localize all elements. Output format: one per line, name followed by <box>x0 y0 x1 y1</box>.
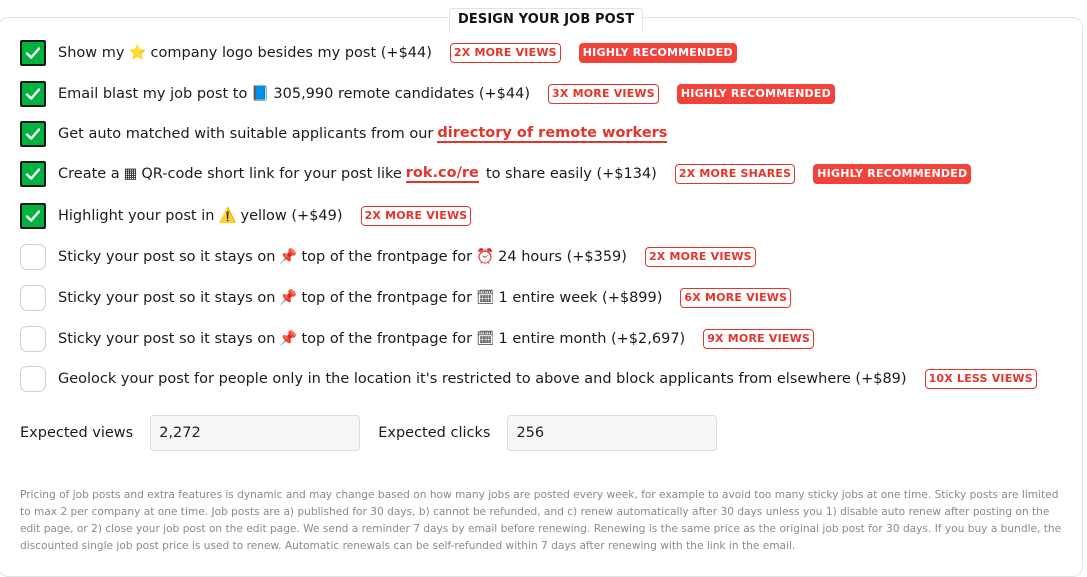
upsell-option-row[interactable] <box>20 38 737 68</box>
checkbox-checked[interactable] <box>20 161 46 187</box>
option-text: Get auto matched with suitable applicants from our <box>58 126 434 142</box>
checkbox-checked[interactable] <box>20 81 46 107</box>
pushpin-icon: 📌 <box>279 248 298 265</box>
checkbox-checked[interactable] <box>20 40 46 66</box>
checkbox-checked[interactable] <box>20 203 46 229</box>
star-icon: ⭐ <box>128 44 147 61</box>
option-link[interactable]: rok.co/re <box>405 165 479 181</box>
checkmark-icon <box>24 44 42 62</box>
option-text: company logo besides my post (+$44) <box>150 45 432 61</box>
expected-views-label: Expected views <box>20 425 134 441</box>
expected-clicks-label: Expected clicks <box>378 425 491 441</box>
highly-recommended-badge: HIGHLY RECOMMENDED <box>579 43 737 63</box>
alarm-clock-icon: ⏰ <box>476 248 495 265</box>
option-text: Highlight your post in <box>58 208 215 224</box>
upsell-option-row[interactable] <box>20 242 756 272</box>
checkmark-icon <box>24 85 42 103</box>
calendar-icon: 🗓 <box>476 289 495 306</box>
benefit-badge: 3X MORE VIEWS <box>548 84 659 104</box>
option-text: top of the frontpage for <box>301 290 473 306</box>
option-text: to share easily (+$134) <box>485 166 657 182</box>
book-icon: 📘 <box>251 85 270 102</box>
upsell-option-row[interactable] <box>20 159 971 189</box>
option-link[interactable]: directory of remote workers <box>437 125 668 141</box>
calendar-icon: 🗓 <box>476 330 495 347</box>
expected-views-field[interactable] <box>150 415 360 451</box>
warning-icon: ⚠️ <box>218 207 237 224</box>
option-text: Show my <box>58 45 125 61</box>
option-text: Sticky your post so it stays on <box>58 249 276 265</box>
benefit-badge: 2X MORE VIEWS <box>361 206 472 226</box>
checkbox-unchecked[interactable] <box>20 326 46 352</box>
option-text: Create a <box>58 166 120 182</box>
pushpin-icon: 📌 <box>279 330 298 347</box>
checkbox-unchecked[interactable] <box>20 285 46 311</box>
benefit-badge: 2X MORE SHARES <box>675 164 795 184</box>
benefit-badge: 2X MORE VIEWS <box>450 43 561 63</box>
upsell-option-row[interactable] <box>20 283 791 313</box>
upsell-option-row[interactable] <box>20 201 471 231</box>
upsell-option-row[interactable] <box>20 79 835 109</box>
option-text: Email blast my job post to <box>58 86 248 102</box>
checkmark-icon <box>24 125 42 143</box>
expected-clicks-field[interactable] <box>507 415 717 451</box>
option-text: 305,990 remote candidates (+$44) <box>273 86 531 102</box>
checkbox-unchecked[interactable] <box>20 244 46 270</box>
qr-code-icon: ▦ <box>123 165 138 182</box>
checkmark-icon <box>24 165 42 183</box>
benefit-badge: 6X MORE VIEWS <box>680 288 791 308</box>
pushpin-icon: 📌 <box>279 289 298 306</box>
highly-recommended-badge: HIGHLY RECOMMENDED <box>677 84 835 104</box>
option-text: 1 entire month (+$2,697) <box>498 331 686 347</box>
option-text: QR-code short link for your post like <box>141 166 402 182</box>
upsell-option-row[interactable] <box>20 119 670 149</box>
option-text: yellow (+$49) <box>240 208 343 224</box>
checkbox-checked[interactable] <box>20 121 46 147</box>
benefit-badge: 10X LESS VIEWS <box>925 369 1037 389</box>
upsell-option-row[interactable] <box>20 324 814 354</box>
section-title: DESIGN YOUR JOB POST <box>449 8 643 31</box>
option-text: Geolock your post for people only in the location it's restricted to above and block applicants from elsewhere (+$89) <box>58 371 907 387</box>
expected-stats <box>20 414 717 452</box>
benefit-badge: 2X MORE VIEWS <box>645 247 756 267</box>
option-text: top of the frontpage for <box>301 249 473 265</box>
highly-recommended-badge: HIGHLY RECOMMENDED <box>813 164 971 184</box>
option-text: 1 entire week (+$899) <box>498 290 663 306</box>
option-text: Sticky your post so it stays on <box>58 290 276 306</box>
option-text: Sticky your post so it stays on <box>58 331 276 347</box>
upsell-option-row[interactable] <box>20 364 1037 394</box>
checkmark-icon <box>24 207 42 225</box>
pricing-footnote: Pricing of job posts and extra features is dynamic and may change based on how many jobs are posted every week, for example to avoid too many sticky jobs at one time. Sticky posts are limited to max 2 per company at one time. Job posts are a) published for 30 days, b) cannot be refunded, and c) renew automatically after 30 days unless you 1) disable auto renew after posting on the edit page, or 2) close your job post on the edit page. We send a reminder 7 days by email before renewing. Renewing is the same price as the original job post for 30 days. If you buy a bundle, the discounted single job post price is used to renew. Automatic renewals can be self-refunded within 7 days after renewing with the link in the email. <box>20 489 1062 552</box>
option-text: 24 hours (+$359) <box>498 249 627 265</box>
checkbox-unchecked[interactable] <box>20 366 46 392</box>
option-text: top of the frontpage for <box>301 331 473 347</box>
benefit-badge: 9X MORE VIEWS <box>703 329 814 349</box>
